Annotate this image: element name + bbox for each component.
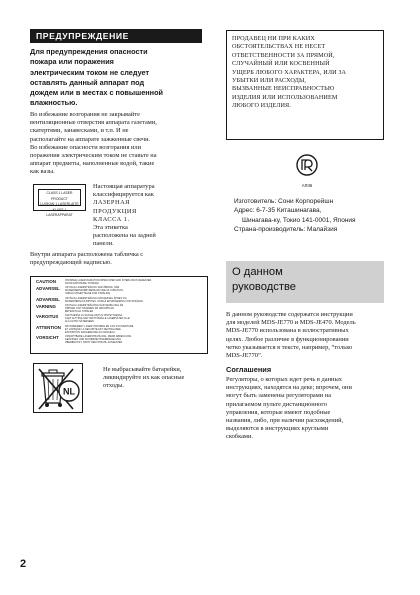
agreements-heading: Соглашения — [226, 365, 272, 374]
caution-row — [36, 298, 202, 304]
caution-row — [36, 315, 202, 324]
caution-text — [65, 326, 202, 335]
caution-label — [30, 276, 208, 354]
warning-bold-text: Для предупреждения опасности пожара или поражения электрическим током не следует оставлять данный аппарат под дождем или в местах с повышенной влажностью. — [30, 47, 164, 108]
warning-header: ПРЕДУПРЕЖДЕНИЕ — [30, 29, 202, 43]
caution-key: ADVARSEL — [36, 296, 60, 302]
caution-text — [65, 336, 202, 345]
caution-row — [36, 280, 202, 286]
caution-line: ET LORSQUE LA SECURITE EST NEUTRALISEE. — [65, 328, 122, 331]
caution-key: CAUTION — [36, 279, 57, 284]
caution-line: UNDGÅ UDSÆTTELSE FOR STRÅLING. — [65, 293, 112, 296]
crossed-bin-nl-icon — [33, 363, 83, 413]
caution-line: ÜBERBRÜCKT. NICHT DEM STRAHL AUSSETZEN. — [65, 341, 124, 344]
caution-line: AVOID EXPOSURE TO BEAM. — [65, 282, 100, 285]
caution-text — [65, 280, 202, 286]
caution-key: VORSICHT — [36, 335, 59, 341]
warning-body-text: Во избежание возгорания не закрывайте вентиляционные отверстия аппарата газетами, скатертями, занавесками, и т.п. И не располагайте на аппарате зажженные свечи. Во избежание опасности возгорания или поражения электрическим током не ставьте на аппарат предметы, наполненные водой, такие как вазы. — [30, 111, 157, 176]
caution-line: INVISIBLE LASER RADIATION WHEN OPEN AND INTERLOCKS DEFEATED. — [65, 280, 152, 282]
caution-line: SIKKERHEDSLÅS BRYTES. UNNGÅ EKSPONERING FOR STRÅLEN. — [65, 300, 144, 303]
caution-line: UNSICHTBARE LASERSTRAHLUNG, WENN ABDECKUNG — [65, 336, 132, 339]
page-number: 2 — [20, 558, 27, 570]
caution-line: BETRAKTA EJ STRÅLEN. — [65, 310, 95, 313]
caution-row — [36, 305, 202, 314]
caution-line: ÖPPNAD OCH SPÄRREN ÄR URKOPPLAD. — [65, 308, 115, 311]
caution-line: OLET ALTTIINA NÄKYMÄTTÖMÄLLE LASERSÄTEILYLLE. — [65, 318, 131, 321]
caution-line: EXPOSITION DANGEREUSE AU FAISCEAU. — [65, 331, 116, 334]
battery-disposal-text: Не выбрасывайте батарейки, ликвидируйте их как опасные отходы. — [103, 366, 185, 390]
agreements-text: Регуляторы, о которых идет речь в данных инструкциях, находятся на деке; впрочем, они могут быть заменены регуляторами на прилагаемом пульте дистанционного управления, которые имеют подобные названия, либо, при наличии расхождений, выделяются в инструкциях круглыми скобками. — [226, 376, 352, 441]
gost-code: AЯ46 — [301, 183, 313, 188]
inside-label-note: Внутри аппарата расположена табличка с предупреждающей надписью. — [30, 251, 144, 267]
caution-row — [36, 287, 202, 296]
caution-line: ÄLÄ KATSO SÄTEESEEN. — [65, 321, 95, 324]
caution-text — [65, 287, 202, 296]
caution-text — [65, 305, 202, 314]
caution-line: GEÖFFNET UND SICHERHEITSVERRIEGELUNG — [65, 338, 122, 341]
gost-r-certification-icon — [296, 154, 318, 180]
caution-key: VARNING — [36, 304, 56, 310]
caution-row — [36, 336, 202, 345]
caution-key: VAROITUS — [36, 314, 59, 320]
caution-text — [65, 298, 202, 304]
caution-line: USYNLIG LASERSTRÅLING VED ÅBNING, NÅR — [65, 287, 120, 290]
caution-line: AVATTAESSA JA SUOJALUKITUS OHITETTAESSA — [65, 315, 123, 318]
manufacturer-info: Изготовитель: Сони Корпорейшн Адрес: 6-7-35 Киташинагава, Шинагава-ку, Токио 141-0001, Япония Страна-производитель: Малайзия — [234, 198, 356, 234]
caution-text — [65, 315, 202, 324]
about-text: В данном руководстве содержатся инструкции для моделей MDS-JE770 и MDS-JE470. Модель MDS-JE770 использована в иллюстративных целях. Любое различие в функционировании четко указывается в тексте, например, “только MDS-JE770”. — [226, 311, 356, 360]
caution-line: RAYONNEMENT LASER INVISIBLE EN CAS D'OUVERTURE — [65, 325, 134, 328]
laser-class-label: CLASS 1 LASER PRODUCT LUOKAN 1 LASERLAITE KLASS 1 LASERAPPARAT — [33, 184, 86, 211]
caution-row — [36, 326, 202, 335]
caution-key: ATTENTION — [36, 324, 61, 330]
caution-line: USYNLIG LASERSTRÅLING NÅR DEKSEL ÅPNES OG — [65, 297, 127, 300]
seller-liability-notice: ПРОДАВЕЦ НИ ПРИ КАКИХ ОБСТОЯТЕЛЬСТВАХ НЕ НЕСЕТ ОТВЕТСТВЕННОСТИ ЗА ПРЯМОЙ, СЛУЧАЙНЫЙ ИЛИ КОСВЕННЫЙ УЩЕРБ ЛЮБОГО ХАРАКТЕРА, ИЛИ ЗА УБЫТКИ ИЛИ РАСХОДЫ, ВЫЗВАННЫЕ НЕИСПРАВНОСТЬЮ ИЗДЕЛИЯ ИЛИ ИСПОЛЬЗОВАНИЕМ ЛЮБОГО ИЗДЕЛИЯ. — [226, 30, 384, 140]
caution-line: SIKKERHEDSAFBRYDERE ER UDE AF FUNKTION. — [65, 290, 124, 293]
caution-key: ADVARSEL — [36, 286, 60, 292]
about-heading: О данном руководстве — [226, 261, 384, 303]
laser-class-text: Настоящая аппаратура классифицируется как ЛАЗЕРНАЯ ПРОДУКЦИЯ КЛАССА 1. Эта этикетка расположена на задней панели. — [93, 183, 156, 248]
nl-mark: NL — [63, 386, 75, 397]
caution-line: OSYNLIG LASERSTRÅLNING NÄR DENNA DEL ÄR — [65, 305, 124, 308]
